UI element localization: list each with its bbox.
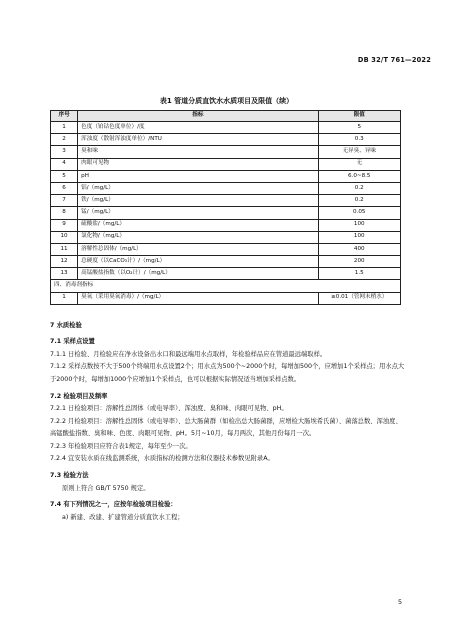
section-label: 四、消毒剂指标 <box>51 280 401 292</box>
row-limit: 100 <box>318 219 401 231</box>
row-indicator: 铁/（mg/L） <box>78 195 318 207</box>
table-row <box>51 207 401 219</box>
row-limit: 5 <box>318 122 401 134</box>
row-number: 5 <box>51 170 78 182</box>
row-number: 1 <box>51 292 78 304</box>
paragraph-7-2-1: 7.2.1 日检验项目：溶解性总固体（或电导率）、浑浊度、臭和味、肉眼可见物、pH。 <box>50 405 288 413</box>
table-row <box>51 134 401 146</box>
row-number: 2 <box>51 134 78 146</box>
section-7-block <box>50 320 406 524</box>
row-indicator: 铝/（mg/L） <box>78 182 318 194</box>
row-limit: 0.3 <box>318 134 401 146</box>
row-number: 6 <box>51 182 78 194</box>
table-row <box>51 182 401 194</box>
table-row <box>51 268 401 280</box>
table-section-row <box>51 280 401 292</box>
row-limit: 400 <box>318 243 401 255</box>
paragraph-7-2-3: 7.2.3 年检验项目应符合表1规定，每年至少一次。 <box>50 442 192 450</box>
heading-7-2: 7.2 检验项目及频率 <box>50 393 108 401</box>
heading-7: 7 水质检验 <box>50 322 82 329</box>
column-header-no: 序号 <box>51 111 78 122</box>
page-number: 5 <box>398 598 403 606</box>
table-header-row <box>51 111 401 122</box>
row-indicator: 硫酸盐/（mg/L） <box>78 219 318 231</box>
list-item-7-4-a: a) 新建、改建、扩建管道分质直饮水工程； <box>62 513 184 521</box>
row-limit: ≥0.01（管网末梢水） <box>318 292 401 304</box>
standard-code: DB 32/T 761—2022 <box>357 56 431 64</box>
row-limit: 0.05 <box>318 207 401 219</box>
paragraph-7-1-1: 7.1.1 日检验、月检验应在净水设备出水口和最远端用水点取样，年检验样品应在管道最远端取样。 <box>50 350 327 358</box>
table-row <box>51 231 401 243</box>
row-indicator: 色度（铂钴色度单位）/度 <box>78 122 318 134</box>
row-indicator: 氯化物/（mg/L） <box>78 231 318 243</box>
row-limit: 6.0~8.5 <box>318 170 401 182</box>
paragraph-7-1-2: 7.1.2 采样点数按不大于500个终端用水点设置2个；用水点为500个~2000个时，每增加500个，应增加1个采样点；用水点大于2000个时，每增加1000个应增加1个采样点，也可以根据实际情况适当增加采样点数。 <box>50 363 405 383</box>
row-number: 8 <box>51 207 78 219</box>
row-number: 1 <box>51 122 78 134</box>
table-row <box>51 195 401 207</box>
row-indicator: 臭和味 <box>78 146 318 158</box>
table-row <box>51 243 401 255</box>
table-title: 表1 管道分质直饮水水质项目及限值（续） <box>159 97 294 105</box>
row-indicator: pH <box>78 170 318 182</box>
table-row <box>51 219 401 231</box>
row-indicator: 溶解性总固体/（mg/L） <box>78 243 318 255</box>
row-number: 12 <box>51 256 78 268</box>
row-indicator: 锰/（mg/L） <box>78 207 318 219</box>
heading-7-3: 7.3 检验方法 <box>50 472 89 480</box>
row-limit: 0.2 <box>318 182 401 194</box>
table-row <box>51 146 401 158</box>
table-row <box>51 158 401 170</box>
table-row <box>51 256 401 268</box>
row-number: 10 <box>51 231 78 243</box>
table-row <box>51 170 401 182</box>
row-indicator: 臭氧（采用臭氧消毒）/（mg/L） <box>78 292 318 304</box>
row-indicator: 总硬度（以CaCO₃计）/（mg/L） <box>78 256 318 268</box>
paragraph-7-2-4: 7.2.4 宜安装水质在线监测系统，水质指标的检测方法和仪器技术参数见附录A。 <box>50 455 274 463</box>
row-indicator: 高锰酸盐指数（以O₂计）/（mg/L） <box>78 268 318 280</box>
row-limit: 0.2 <box>318 195 401 207</box>
paragraph-7-3: 原则上符合 GB/T 5750 规定。 <box>62 484 150 492</box>
table-row <box>51 122 401 134</box>
row-number: 4 <box>51 158 78 170</box>
heading-7-4: 7.4 有下列情况之一，应按年检验项目检验： <box>50 501 177 509</box>
row-number: 7 <box>51 195 78 207</box>
row-limit: 100 <box>318 231 401 243</box>
water-quality-table <box>50 110 401 305</box>
column-header-indicator: 指标 <box>78 111 318 122</box>
column-header-limit: 限值 <box>318 111 401 122</box>
row-indicator: 浑浊度（散射浑浊度单位）/NTU <box>78 134 318 146</box>
row-limit: 1.5 <box>318 268 401 280</box>
row-limit: 无 <box>318 158 401 170</box>
row-limit: 200 <box>318 256 401 268</box>
row-number: 3 <box>51 146 78 158</box>
heading-7-1: 7.1 采样点设置 <box>50 338 95 346</box>
paragraph-7-2-2: 7.2.2 月检验项目：溶解性总固体（或电导率）、总大肠菌群（如检出总大肠菌群，应增检大肠埃希氏菌）、菌落总数、浑浊度、高锰酸盐指数、臭和味、色度、肉眼可见物、pH。5月~10月，每月两次，其他月份每月一次。 <box>50 417 402 438</box>
row-indicator: 肉眼可见物 <box>78 158 318 170</box>
row-number: 9 <box>51 219 78 231</box>
table-row <box>51 292 401 304</box>
row-number: 11 <box>51 243 78 255</box>
row-limit: 无异臭、异味 <box>318 146 401 158</box>
row-number: 13 <box>51 268 78 280</box>
